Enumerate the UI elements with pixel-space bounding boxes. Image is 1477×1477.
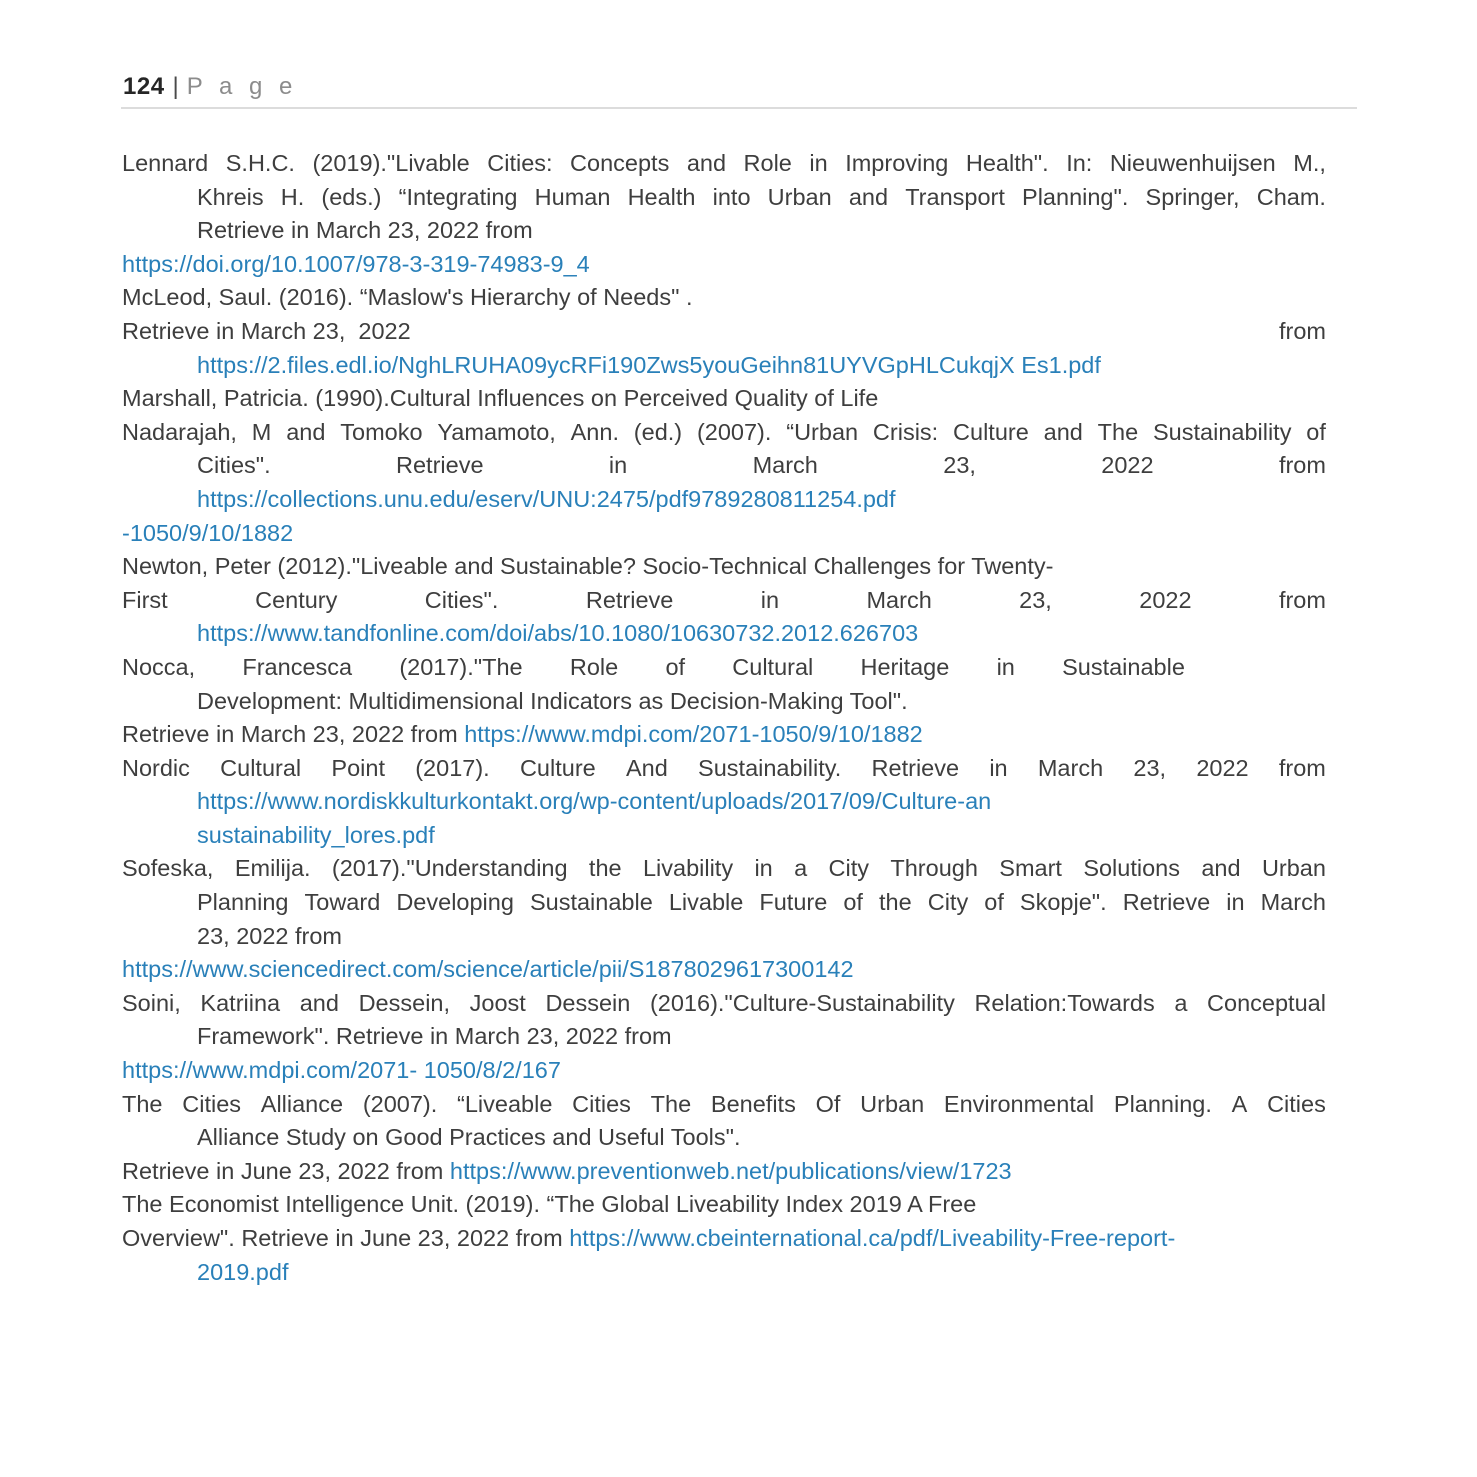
page-header-separator: | <box>172 73 179 100</box>
reference-text: Cities <box>1267 1090 1326 1117</box>
reference-text: Smart <box>999 855 1062 882</box>
reference-line <box>122 953 1326 987</box>
reference-text: Development: Multidimensional Indicators as Decision-Making Tool". <box>197 687 908 714</box>
reference-text: Soini, <box>122 989 181 1016</box>
reference-text: City <box>927 889 969 916</box>
reference-text: Urban <box>767 183 832 210</box>
reference-text: Newton, Peter (2012)."Liveable and Sustainable? Socio-Technical Challenges for Twenty- <box>122 553 1054 580</box>
reference-hyperlink[interactable]: sustainability_lores.pdf <box>197 821 435 848</box>
reference-text: of <box>984 889 1004 916</box>
reference-text: Cultural <box>732 653 814 680</box>
reference-text: Yamamoto, <box>437 418 556 445</box>
reference-text: Framework". Retrieve in March 23, 2022 from <box>197 1023 672 1050</box>
reference-text: 2022 <box>1101 452 1154 479</box>
reference-text: Transport <box>905 183 1005 210</box>
reference-text: Cultural <box>220 754 302 781</box>
reference-text: Cham. <box>1256 183 1326 210</box>
reference-text: Human <box>534 183 611 210</box>
reference-text: Urban <box>860 1090 925 1117</box>
reference-text: “Integrating <box>398 183 518 210</box>
reference-text: Health <box>627 183 696 210</box>
reference-line <box>122 449 1326 483</box>
reference-line <box>122 785 1326 819</box>
reference-text: from <box>1278 754 1326 781</box>
page-header <box>123 72 297 102</box>
header-divider <box>121 107 1357 109</box>
reference-text: (2016)."Culture-Sustainability <box>649 989 955 1016</box>
reference-text: The <box>122 1090 163 1117</box>
reference-text: Culture <box>519 754 596 781</box>
reference-text: of <box>665 653 686 680</box>
reference-text: (2017). <box>415 754 490 781</box>
reference-text: Khreis <box>197 183 264 210</box>
reference-text: (eds.) <box>321 183 382 210</box>
reference-line <box>122 382 1326 416</box>
reference-line <box>122 550 1326 584</box>
reference-text: (2017)."Understanding <box>331 855 568 882</box>
reference-text: Alliance Study on Good Practices and Useful Tools". <box>197 1124 741 1151</box>
reference-hyperlink[interactable]: 2019.pdf <box>197 1258 289 1285</box>
reference-line <box>122 214 1326 248</box>
reference-text: Cities <box>182 1090 242 1117</box>
reference-text: Overview". Retrieve in June 23, 2022 from <box>122 1225 570 1251</box>
reference-line <box>122 1188 1326 1222</box>
reference-text: Emilija. <box>234 855 311 882</box>
page-number: 124 <box>123 73 165 100</box>
reference-text: Cities <box>572 1090 631 1117</box>
reference-text: Lennard <box>122 150 209 176</box>
reference-text: Planning <box>197 889 289 916</box>
reference-hyperlink[interactable]: https://2.files.edl.io/NghLRUHA09ycRFi190Zws5youGeihn81UYVGpHLCukqjX Es1.pdf <box>197 351 1101 378</box>
reference-line <box>122 1256 1326 1290</box>
reference-hyperlink[interactable]: https://www.tandfonline.com/doi/abs/10.1080/10630732.2012.626703 <box>197 620 919 647</box>
reference-text: Retrieve in June 23, 2022 from <box>122 1157 450 1184</box>
reference-text: Sustainable <box>529 889 653 916</box>
reference-text: 23, <box>1133 754 1167 781</box>
reference-text: Retrieve in March 23, 2022 from <box>122 721 465 748</box>
reference-text: Skopje". <box>1019 889 1107 916</box>
reference-hyperlink[interactable]: https://www.sciencedirect.com/science/article/pii/S1878029617300142 <box>122 956 854 983</box>
reference-text: “Liveable <box>457 1090 553 1117</box>
reference-text: Cities: <box>487 150 553 176</box>
reference-text: M <box>251 418 272 445</box>
reference-line <box>122 1054 1326 1088</box>
reference-text: Joost <box>469 989 526 1016</box>
reference-text: And <box>625 754 668 781</box>
reference-text: The <box>650 1090 692 1117</box>
reference-line <box>122 1222 1326 1256</box>
reference-line <box>122 987 1326 1021</box>
reference-text: Marshall, Patricia. (1990).Cultural Influences on Perceived Quality of Life <box>122 385 879 412</box>
reference-text: and <box>1201 855 1241 882</box>
reference-text: 2022 <box>1196 754 1249 781</box>
reference-text: March <box>1260 889 1326 916</box>
reference-text: Toward <box>304 889 381 916</box>
reference-text: Sofeska, <box>122 855 214 882</box>
reference-text: from <box>1279 317 1326 344</box>
reference-text: (2019)."Livable <box>312 150 470 176</box>
reference-text: Livable <box>668 889 744 916</box>
reference-text: Retrieve <box>396 452 484 479</box>
reference-text: in <box>760 586 780 613</box>
reference-text: from <box>1278 452 1326 479</box>
reference-text: McLeod, Saul. (2016). “Maslow's Hierarchy of Needs" . <box>122 284 693 311</box>
reference-line <box>122 1020 1326 1054</box>
reference-text: (ed.) <box>633 418 683 445</box>
reference-text: Of <box>815 1090 841 1117</box>
reference-line <box>122 1155 1326 1189</box>
reference-text: in <box>1226 889 1245 916</box>
reference-hyperlink[interactable]: https://www.mdpi.com/2071-1050/9/10/1882 <box>464 721 923 748</box>
reference-text: Sustainability <box>1153 418 1292 445</box>
reference-text: in <box>989 754 1008 781</box>
reference-text: (2007). <box>362 1090 438 1117</box>
reference-line <box>122 281 1326 315</box>
reference-text: (2017)."The <box>399 653 523 680</box>
reference-text: in <box>809 150 828 176</box>
reference-line <box>122 517 1326 551</box>
reference-text: Nadarajah, <box>122 418 237 445</box>
reference-line <box>122 651 1185 685</box>
reference-text: Retrieve in March 23, 2022 from <box>197 217 533 244</box>
reference-line <box>122 181 1326 215</box>
reference-text: Future <box>759 889 828 916</box>
reference-text: the <box>588 855 622 882</box>
reference-text: Cities". <box>424 586 499 613</box>
reference-line <box>122 1088 1326 1122</box>
reference-line <box>122 920 1326 954</box>
reference-text: Through <box>890 855 978 882</box>
reference-text: Improving <box>845 150 949 176</box>
reference-text: from <box>1278 586 1326 613</box>
reference-text: the <box>879 889 912 916</box>
reference-text: First <box>122 586 168 613</box>
reference-text: Heritage <box>860 653 950 680</box>
reference-text: Katriina <box>200 989 281 1016</box>
reference-text: and <box>299 989 339 1016</box>
reference-text: and <box>848 183 889 210</box>
reference-text: Point <box>331 754 385 781</box>
reference-text: of <box>843 889 863 916</box>
reference-line <box>122 617 1326 651</box>
reference-text: M., <box>1293 150 1326 176</box>
reference-text: The <box>1097 418 1139 445</box>
reference-text: Developing <box>396 889 514 916</box>
reference-text: a <box>1174 989 1188 1016</box>
reference-text: Solutions <box>1083 855 1180 882</box>
reference-text: The Economist Intelligence Unit. (2019). “The Global Liveability Index 2019 A Free <box>122 1191 977 1218</box>
reference-text: 23, <box>1019 586 1052 613</box>
reference-text: Century <box>255 586 338 613</box>
reference-text: Springer, <box>1145 183 1240 210</box>
reference-text: Francesca <box>242 653 353 680</box>
reference-text: 2022 <box>1139 586 1192 613</box>
reference-text: S.H.C. <box>225 150 295 176</box>
reference-text: Dessein, <box>358 989 451 1016</box>
reference-text: Conceptual <box>1207 989 1326 1016</box>
reference-text: City <box>828 855 870 882</box>
reference-text: in <box>608 452 628 479</box>
reference-text: Health". <box>965 150 1049 176</box>
page-label: P a g e <box>186 73 298 100</box>
reference-line <box>122 685 1326 719</box>
reference-hyperlink[interactable]: -1050/9/10/1882 <box>122 519 294 546</box>
reference-text: Planning". <box>1022 183 1129 210</box>
reference-text: in <box>996 653 1015 680</box>
reference-text: Sustainable <box>1062 653 1185 680</box>
reference-text: Retrieve <box>585 586 674 613</box>
reference-text: March <box>1037 754 1104 781</box>
reference-text: Sustainability. <box>698 754 842 781</box>
reference-text: in <box>754 855 773 882</box>
reference-text: Dessein <box>545 989 631 1016</box>
reference-text: Retrieve <box>1122 889 1211 916</box>
reference-text: Retrieve in March 23, 2022 <box>122 317 411 344</box>
reference-text: Concepts <box>570 150 670 176</box>
reference-line <box>122 852 1326 886</box>
reference-text: a <box>794 855 808 882</box>
reference-text: Livability <box>642 855 734 882</box>
reference-hyperlink[interactable]: https://www.mdpi.com/2071- 1050/8/2/167 <box>122 1057 561 1084</box>
references-list <box>122 147 1326 1289</box>
reference-text: 23, <box>943 452 976 479</box>
reference-text: In: <box>1066 150 1093 176</box>
reference-text: Retrieve <box>871 754 960 781</box>
reference-text: Nordic <box>122 754 190 781</box>
reference-text: A <box>1231 1090 1248 1117</box>
reference-hyperlink[interactable]: https://www.nordiskkulturkontakt.org/wp-content/uploads/2017/09/Culture-an <box>197 788 992 815</box>
reference-line <box>122 483 1326 517</box>
reference-text: Nieuwenhuijsen <box>1109 150 1276 176</box>
reference-text: Cities". <box>197 452 271 479</box>
reference-text: and <box>686 150 727 176</box>
reference-text: Planning. <box>1113 1090 1212 1117</box>
reference-text: Benefits <box>710 1090 796 1117</box>
reference-line <box>122 315 1326 349</box>
reference-text: H. <box>280 183 305 210</box>
reference-text: Environmental <box>943 1090 1095 1117</box>
reference-line <box>122 752 1326 786</box>
reference-line <box>122 147 1326 181</box>
reference-text: into <box>712 183 751 210</box>
reference-line <box>122 1121 1326 1155</box>
reference-hyperlink[interactable]: https://www.cbeinternational.ca/pdf/Liveability-Free-report- <box>569 1225 1176 1251</box>
reference-text: Nocca, <box>122 653 196 680</box>
reference-text: Role <box>743 150 792 176</box>
reference-text: Culture <box>953 418 1029 445</box>
reference-hyperlink[interactable]: https://www.preventionweb.net/publications/view/1723 <box>449 1157 1012 1184</box>
reference-line <box>122 416 1326 450</box>
reference-text: Crisis: <box>872 418 939 445</box>
reference-line <box>122 886 1326 920</box>
reference-line <box>122 248 1326 282</box>
reference-text: Alliance <box>260 1090 344 1117</box>
reference-text: Urban <box>1261 855 1326 882</box>
reference-text: of <box>1306 418 1326 445</box>
reference-text: 23, 2022 from <box>197 922 343 949</box>
reference-text: Ann. <box>570 418 619 445</box>
reference-text: March <box>866 586 932 613</box>
reference-text: (2007). <box>696 418 772 445</box>
reference-text: Role <box>569 653 619 680</box>
reference-line <box>122 718 1326 752</box>
reference-hyperlink[interactable]: https://doi.org/10.1007/978-3-319-74983-9_4 <box>122 250 590 277</box>
reference-text: and <box>286 418 326 445</box>
reference-text: and <box>1043 418 1083 445</box>
reference-text: Tomoko <box>340 418 423 445</box>
reference-text: Relation:Towards <box>974 989 1155 1016</box>
reference-text: March <box>752 452 818 479</box>
reference-text: “Urban <box>786 418 859 445</box>
reference-line <box>122 584 1326 618</box>
reference-line <box>122 349 1326 383</box>
reference-hyperlink[interactable]: https://collections.unu.edu/eserv/UNU:2475/pdf9789280811254.pdf <box>197 485 896 512</box>
reference-line <box>122 819 1326 853</box>
